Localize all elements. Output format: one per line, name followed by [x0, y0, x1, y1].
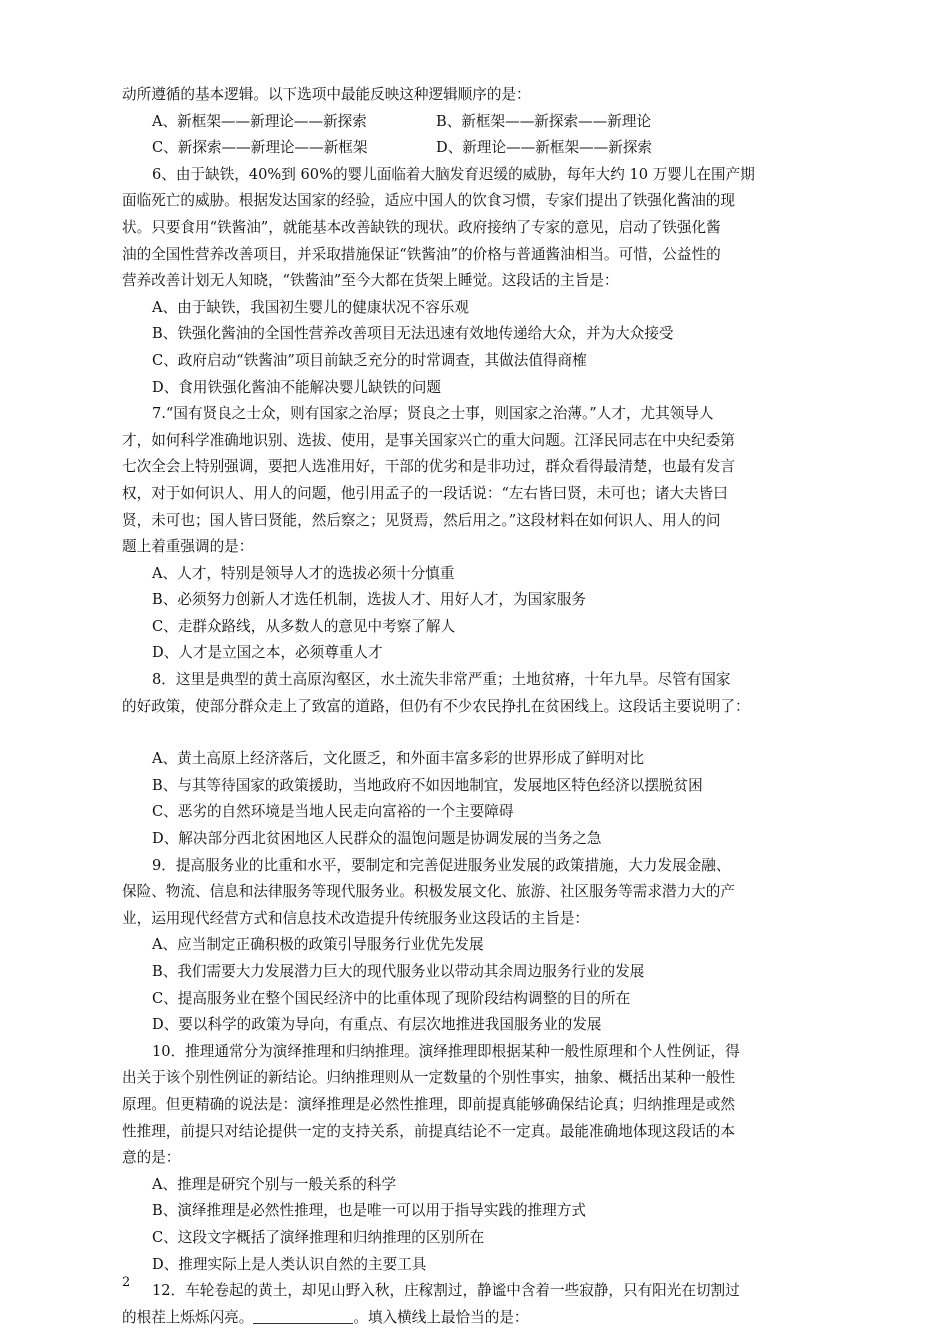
q7-line: 7.“国有贤良之士众，则有国家之治厚；贤良之士事，则国家之治薄。”人才，尤其领导人 — [152, 405, 714, 423]
q8-option-d: D、解决部分西北贫困地区人民群众的温饱问题是协调发展的当务之急 — [152, 830, 602, 848]
q6-option-d: D、食用铁强化酱油不能解决婴儿缺铁的问题 — [152, 378, 441, 396]
q6-line: 营养改善计划无人知晓，“铁酱油”至今大都在货架上睡觉。这段话的主旨是： — [122, 272, 619, 290]
q6-line: 面临死亡的威胁。根据发达国家的经验，适应中国人的饮食习惯，专家们提出了铁强化酱油的现 — [122, 192, 735, 210]
q10-line: 原理。但更精确的说法是：演绎推理是必然性推理，即前提真能够确保结论真；归纳推理是或然 — [122, 1095, 735, 1113]
q10-line: 意的是： — [122, 1149, 181, 1167]
q8-option-c: C、恶劣的自然环境是当地人民走向富裕的一个主要障碍 — [152, 803, 514, 821]
q9-option-a: A、应当制定正确积极的政策引导服务行业优先发展 — [152, 936, 484, 954]
blank-line-spacer — [122, 720, 834, 746]
intro-option-a: A、新框架——新理论——新探索 — [152, 112, 367, 130]
q6-line: 状。只要食用“铁酱油”，就能基本改善缺铁的现状。政府接纳了专家的意见，启动了铁强化酱 — [122, 218, 721, 236]
q6-option-b: B、铁强化酱油的全国性营养改善项目无法迅速有效地传递给大众，并为大众接受 — [152, 325, 674, 343]
q7-line: 题上着重强调的是： — [122, 538, 254, 556]
q8-line: 的好政策，使部分群众走上了致富的道路，但仍有不少农民挣扎在贫困线上。这段话主要说明了： — [122, 697, 750, 715]
q12-line-with-blank — [122, 1305, 834, 1332]
q6-option-c: C、政府启动“铁酱油”项目前缺乏充分的时常调查，其做法值得商榷 — [152, 351, 587, 369]
q6-line: 油的全国性营养改善项目，并采取措施保证“铁酱油”的价格与普通酱油相当。可惜，公益性的 — [122, 245, 721, 263]
intro-option-c: C、新探索——新理论——新框架 — [152, 139, 368, 157]
q7-line: 贤，未可也；国人皆曰贤能，然后察之；见贤焉，然后用之。”这段材料在如何识人、用人的问 — [122, 511, 721, 529]
q8-option-b: B、与其等待国家的政策援助，当地政府不如因地制宜，发展地区特色经济以摆脱贫困 — [152, 776, 703, 794]
document-page — [122, 82, 834, 1331]
q7-line: 权，对于如何识人、用人的问题，他引用孟子的一段话说：“左右皆曰贤，未可也；诸大夫皆曰 — [122, 484, 728, 502]
q8-line: 8．这里是典型的黄土高原沟壑区，水土流失非常严重；土地贫瘠，十年九旱。尽管有国家 — [152, 671, 731, 689]
q9-line: 9．提高服务业的比重和水平，要制定和完善促进服务业发展的政策措施，大力发展金融、 — [152, 856, 731, 874]
q7-option-d: D、人才是立国之本，必须尊重人才 — [152, 644, 383, 662]
q9-line: 业，运用现代经营方式和信息技术改造提升传统服务业这段话的主旨是： — [122, 909, 590, 927]
q7-option-b: B、必须努力创新人才选任机制，选拔人才、用好人才，为国家服务 — [152, 591, 586, 609]
q9-option-d: D、要以科学的政策为导向，有重点、有层次地推进我国服务业的发展 — [152, 1016, 602, 1034]
fill-in-blank — [253, 1309, 353, 1324]
intro-options-cd — [122, 135, 834, 162]
q7-option-c: C、走群众路线，从多数人的意见中考察了解人 — [152, 617, 456, 635]
q10-line: 出关于该个别性例证的新结论。归纳推理则从一定数量的个别性事实，抽象、概括出某种一般性 — [122, 1069, 735, 1087]
q7-line: 七次全会上特别强调，要把人选准用好，干部的优劣和是非功过，群众看得最清楚，也最有发言 — [122, 458, 735, 476]
intro-line: 动所遵循的基本逻辑。以下选项中最能反映这种逻辑顺序的是： — [122, 86, 531, 103]
q10-option-c: C、这段文字概括了演绎推理和归纳推理的区别所在 — [152, 1228, 485, 1246]
q10-option-b: B、演绎推理是必然性推理，也是唯一可以用于指导实践的推理方式 — [152, 1202, 586, 1220]
page-number: 2 — [122, 1275, 131, 1290]
q12-text-after-blank: 。填入横线上最恰当的是： — [353, 1308, 529, 1326]
q6-option-a: A、由于缺铁，我国初生婴儿的健康状况不容乐观 — [152, 298, 470, 316]
q10-option-a: A、推理是研究个别与一般关系的科学 — [152, 1175, 397, 1193]
intro-options-ab — [122, 109, 834, 136]
q9-option-c: C、提高服务业在整个国民经济中的比重体现了现阶段结构调整的目的所在 — [152, 989, 631, 1007]
q6-line: 6、由于缺铁，40%到 60%的婴儿面临着大脑发育迟缓的威胁，每年大约 10 万婴儿在围产期 — [152, 165, 755, 183]
intro-option-b: B、新框架——新探索——新理论 — [436, 112, 652, 130]
q7-line: 才，如何科学准确地识别、选拔、使用，是事关国家兴亡的重大问题。江泽民同志在中央纪委第 — [122, 431, 735, 449]
q12-line: 12．车轮卷起的黄土，却见山野入秋，庄稼割过，静谧中含着一些寂静，只有阳光在切割过 — [152, 1282, 740, 1300]
q10-line: 10．推理通常分为演绎推理和归纳推理。演绎推理即根据某种一般性原理和个人性例证，得 — [152, 1042, 740, 1060]
q9-option-b: B、我们需要大力发展潜力巨大的现代服务业以带动其余周边服务行业的发展 — [152, 963, 645, 980]
intro-option-d: D、新理论——新框架——新探索 — [436, 139, 653, 157]
q12-text-before-blank: 的根茬上烁烁闪亮。 — [122, 1308, 254, 1326]
q7-option-a: A、人才，特别是领导人才的选拔必须十分慎重 — [152, 564, 455, 582]
q10-line: 性推理，前提只对结论提供一定的支持关系，前提真结论不一定真。最能准确地体现这段话的本 — [122, 1122, 735, 1140]
q10-option-d: D、推理实际上是人类认识自然的主要工具 — [152, 1255, 427, 1273]
q9-line: 保险、物流、信息和法律服务等现代服务业。积极发展文化、旅游、社区服务等需求潜力大的产 — [122, 883, 735, 901]
q8-option-a: A、黄土高原上经济落后，文化匮乏，和外面丰富多彩的世界形成了鲜明对比 — [152, 750, 645, 768]
